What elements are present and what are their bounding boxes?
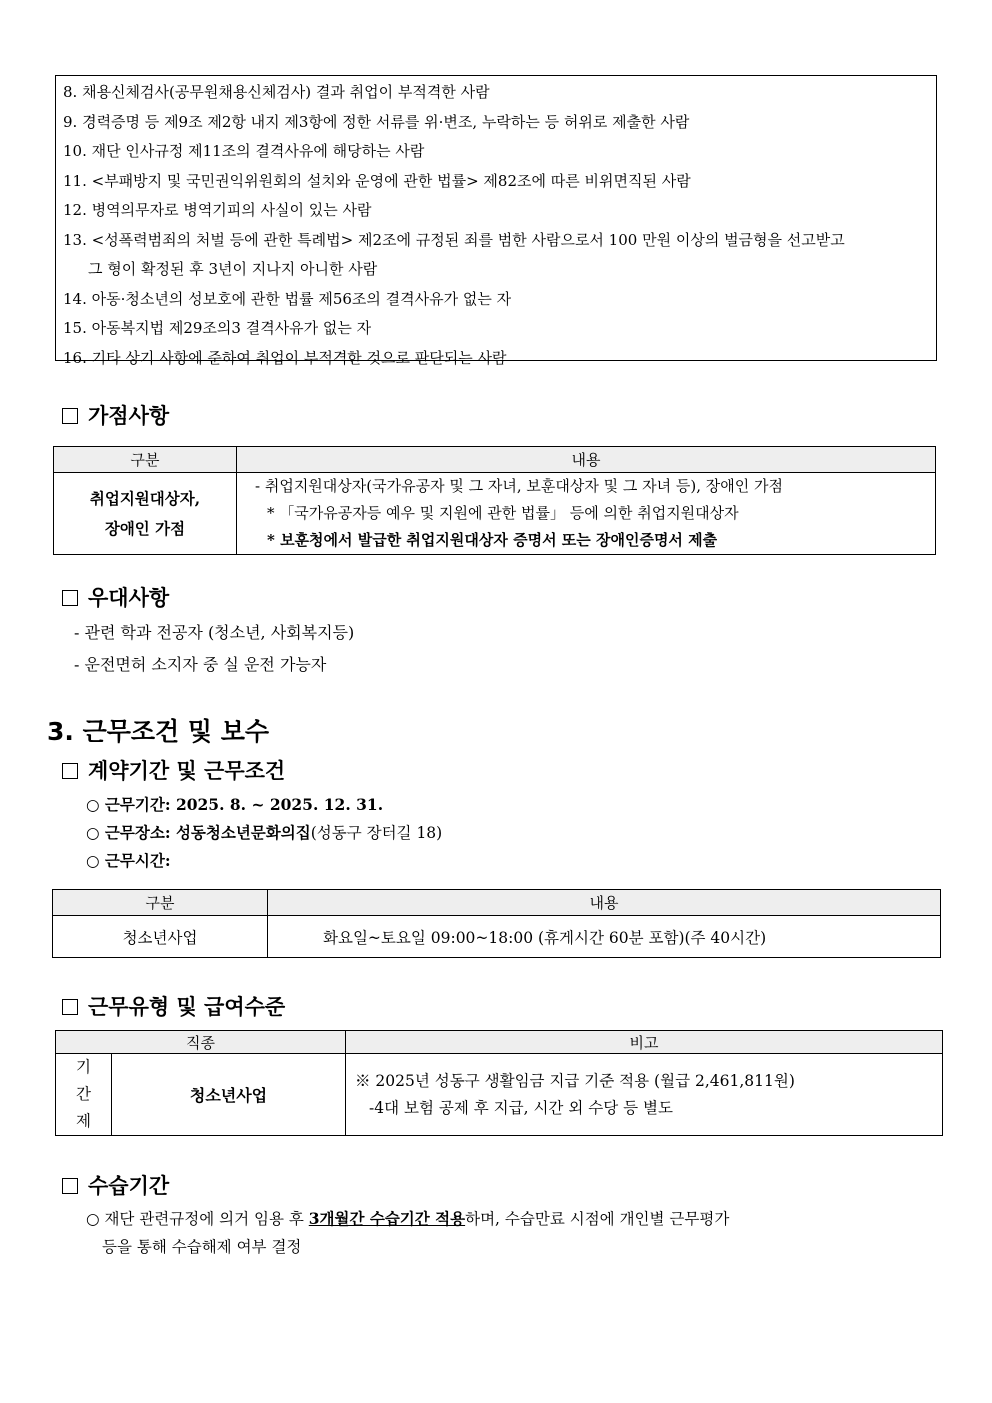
employment-type-cell (56, 1054, 112, 1136)
probation-section-title (62, 1170, 169, 1200)
pay-note-cell (346, 1054, 943, 1136)
work-hours-line (86, 847, 442, 875)
probation-text (86, 1205, 729, 1261)
work-period-label: ○ 근무기간: (86, 795, 176, 814)
pay-note-line: ※ 2025년 성동구 생활임금 지급 기준 적용 (월급 2,461,811원) (355, 1071, 795, 1090)
pay-table (55, 1030, 943, 1136)
probation-emphasis: 3개월간 수습기간 적용 (308, 1209, 466, 1228)
bonus-header-category: 구분 (54, 447, 237, 473)
work-content-cell: 화요일~토요일 09:00~18:00 (휴게시간 60분 포함)(주 40시간) (268, 916, 941, 958)
work-header-category: 구분 (53, 890, 268, 916)
work-place-label: ○ 근무장소: (86, 823, 176, 842)
job-cell: 청소년사업 (112, 1054, 346, 1136)
bonus-content-line: * 보훈청에서 발급한 취업지원대상자 증명서 또는 장애인증명서 제출 (267, 531, 718, 549)
disqualification-item: 8. 채용신체검사(공무원채용신체검사) 결과 취업이 부적격한 사람 (63, 83, 490, 101)
work-period-line (86, 791, 442, 819)
work-category-cell: 청소년사업 (53, 916, 268, 958)
work-hours-label: ○ 근무시간: (86, 851, 171, 870)
probation-title-text: 수습기간 (88, 1174, 170, 1198)
work-period-value: 2025. 8. ~ 2025. 12. 31. (175, 795, 384, 814)
checkbox-square-icon (62, 999, 78, 1015)
bonus-category-cell (54, 473, 237, 555)
bonus-category-line: 장애인 가점 (104, 518, 186, 538)
disqualification-item: 11. <부패방지 및 국민권익위원회의 설치와 운영에 관한 법률> 제82조에 따른 비위면직된 사람 (63, 171, 691, 190)
employment-type-char: 간 (76, 1085, 91, 1103)
work-place-suffix: (성동구 장터길 18) (310, 824, 443, 842)
checkbox-square-icon (62, 590, 78, 606)
checkbox-square-icon (62, 408, 78, 424)
pay-note-line: -4대 보험 공제 후 지급, 시간 외 수당 등 별도 (369, 1098, 673, 1117)
probation-line (86, 1205, 729, 1233)
disqualification-item: 10. 재단 인사규정 제11조의 결격사유에 해당하는 사람 (63, 142, 425, 160)
bonus-title-text: 가점사항 (88, 404, 170, 428)
bonus-content-line: - 취업지원대상자(국가유공자 및 그 자녀, 보훈대상자 및 그 자녀 등), 장애인 가점 (255, 477, 783, 495)
probation-prefix: ○ 재단 관련규정에 의거 임용 후 (86, 1210, 309, 1228)
bonus-content-cell (237, 473, 936, 555)
preference-item: - 관련 학과 전공자 (청소년, 사회복지등) (74, 623, 355, 642)
probation-line: 등을 통해 수습해제 여부 결정 (102, 1238, 302, 1256)
work-header-content: 내용 (268, 890, 941, 916)
pay-header-note: 비고 (346, 1031, 943, 1054)
preference-item: - 운전면허 소지자 중 실 운전 가능자 (74, 655, 327, 674)
pay-section-title (62, 991, 285, 1021)
disqualification-item: 9. 경력증명 등 제9조 제2항 내지 제3항에 정한 서류를 위·변조, 누락하는 등 허위로 제출한 사람 (63, 112, 690, 131)
preference-section-title (62, 582, 169, 612)
work-place-line (86, 819, 442, 847)
disqualification-item: 16. 기타 상기 사항에 준하여 취업이 부적격한 것으로 판단되는 사람 (63, 348, 507, 367)
disqualification-item: 15. 아동복지법 제29조의3 결격사유가 없는 자 (63, 319, 372, 337)
bonus-section-title (62, 400, 169, 430)
bonus-content-line: * 「국가유공자등 예우 및 지원에 관한 법률」 등에 의한 취업지원대상자 (267, 504, 739, 522)
pay-header-job: 직종 (56, 1031, 346, 1054)
disqualification-item: 13. <성폭력범죄의 처벌 등에 관한 특례법> 제2조에 규정된 죄를 범한 사람으로서 100 만원 이상의 벌금형을 선고받고 (63, 230, 845, 249)
work-place-value: 성동청소년문화의집 (175, 823, 311, 842)
disqualification-box (55, 75, 937, 367)
contract-section-title (62, 755, 285, 785)
preference-list (74, 617, 354, 681)
bonus-category-line: 취업지원대상자, (89, 488, 201, 508)
contract-details (86, 791, 442, 875)
preference-title-text: 우대사항 (88, 586, 170, 610)
employment-type-char: 제 (76, 1112, 91, 1130)
section3-title: 3. 근무조건 및 보수 (47, 717, 270, 746)
checkbox-square-icon (62, 1178, 78, 1194)
pay-title-text: 근무유형 및 급여수준 (88, 995, 286, 1019)
bonus-table (53, 446, 936, 555)
bonus-header-content: 내용 (237, 447, 936, 473)
work-hours-table (52, 889, 941, 958)
probation-suffix: 하며, 수습만료 시점에 개인별 근무평가 (465, 1210, 730, 1228)
disqualification-item: 12. 병역의무자로 병역기피의 사실이 있는 사람 (63, 201, 372, 219)
employment-type-char: 기 (76, 1058, 91, 1076)
checkbox-square-icon (62, 763, 78, 779)
contract-title-text: 계약기간 및 근무조건 (88, 759, 286, 783)
disqualification-item: 14. 아동·청소년의 성보호에 관한 법률 제56조의 결격사유가 없는 자 (63, 289, 512, 308)
disqualification-item-continuation: 그 형이 확정된 후 3년이 지나지 아니한 사람 (88, 260, 378, 278)
